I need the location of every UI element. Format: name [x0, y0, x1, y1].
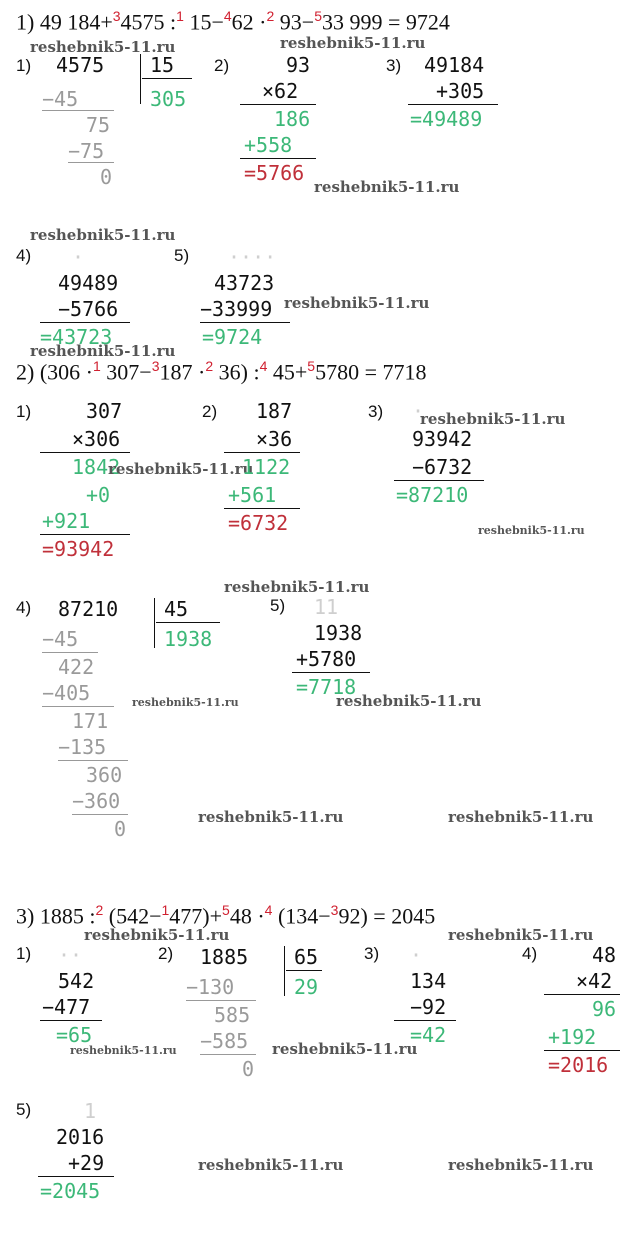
step-label: 2)	[214, 56, 230, 75]
division-row: 0	[100, 165, 113, 189]
borrow-mark: ····	[228, 245, 277, 269]
result-line	[394, 1020, 456, 1021]
division-line	[200, 1054, 256, 1055]
division-line	[186, 1000, 256, 1001]
result-line	[224, 452, 300, 453]
division-line	[42, 110, 114, 111]
operand-a: 542	[58, 969, 95, 993]
quotient: 29	[294, 975, 319, 999]
borrow-mark: ·	[72, 245, 85, 269]
operand-a: 93	[286, 53, 311, 77]
watermark: reshebnik5-11.ru	[224, 578, 370, 596]
partial-product: +561	[228, 483, 277, 507]
step-label: 4)	[16, 598, 32, 617]
watermark: reshebnik5-11.ru	[272, 1040, 418, 1058]
quotient: 305	[150, 87, 187, 111]
operand-b: +305	[436, 79, 485, 103]
carry-mark: 11	[314, 595, 339, 619]
result-line	[240, 158, 316, 159]
result-line	[544, 1050, 620, 1051]
division-row: −45	[42, 87, 79, 111]
exercise-2-expression: 2) (306 ·$^1$ 307−$^3$187 ·$^2$ 36) :$^4$ 45+$^5$5780 = 7718	[16, 358, 427, 385]
step-label: 3)	[364, 944, 380, 963]
division-row: −45	[42, 627, 79, 651]
operand-a: 187	[256, 399, 293, 423]
operand-a: 48	[592, 943, 617, 967]
step-label: 2)	[158, 944, 174, 963]
division-row: 585	[214, 1003, 251, 1027]
quotient: 1938	[164, 627, 213, 651]
operand-b: +5780	[296, 647, 357, 671]
step-label: 1)	[16, 944, 32, 963]
dividend: 1885	[200, 945, 249, 969]
operand-b: ×306	[72, 427, 121, 451]
result-line	[544, 994, 620, 995]
result: =2045	[40, 1179, 101, 1203]
step-label: 1)	[16, 402, 32, 421]
result: =5766	[244, 161, 305, 185]
borrow-mark: ··	[58, 943, 83, 967]
divisor: 45	[164, 597, 189, 621]
result-line	[292, 672, 370, 673]
operand-b: −6732	[412, 455, 473, 479]
result-line	[408, 104, 498, 105]
division-line	[72, 814, 128, 815]
carry-mark: 1	[84, 1099, 97, 1123]
result-line	[240, 104, 316, 105]
watermark: reshebnik5-11.ru	[84, 926, 230, 944]
operand-a: 93942	[412, 427, 473, 451]
dividend: 87210	[58, 597, 119, 621]
division-row: 360	[86, 763, 123, 787]
step-label: 4)	[16, 246, 32, 265]
borrow-mark: ·	[412, 399, 425, 423]
divisor: 65	[294, 945, 319, 969]
division-row: −75	[68, 139, 105, 163]
step-label: 5)	[16, 1100, 32, 1119]
result: =42	[410, 1023, 447, 1047]
watermark: reshebnik5-11.ru	[70, 1044, 177, 1057]
division-bar	[154, 598, 155, 648]
result: =93942	[42, 537, 115, 561]
result-line	[40, 322, 130, 323]
division-row: 0	[114, 817, 127, 841]
operand-b: −92	[410, 995, 447, 1019]
division-row: 75	[86, 113, 111, 137]
division-row: −585	[200, 1029, 249, 1053]
step-label: 5)	[270, 596, 286, 615]
result: =2016	[548, 1053, 609, 1077]
result-line	[40, 1020, 102, 1021]
result: =65	[56, 1023, 93, 1047]
partial-product: +0	[86, 483, 111, 507]
partial-product: 186	[274, 107, 311, 131]
watermark: reshebnik5-11.ru	[198, 1156, 344, 1174]
division-line	[68, 162, 114, 163]
result-line	[224, 508, 300, 509]
operand-a: 2016	[56, 1125, 105, 1149]
step-label: 3)	[386, 56, 402, 75]
operand-b: ×36	[256, 427, 293, 451]
division-row: −135	[58, 735, 107, 759]
watermark: reshebnik5-11.ru	[448, 1156, 594, 1174]
operand-b: −477	[42, 995, 91, 1019]
result: =6732	[228, 511, 289, 535]
result-line	[38, 1176, 114, 1177]
result: =9724	[202, 325, 263, 349]
division-row: 0	[242, 1057, 255, 1081]
division-row: −360	[72, 789, 121, 813]
operand-a: 43723	[214, 271, 275, 295]
exercise-1-expression: 1) 49 184+$^3$4575 :$^1$ 15−$^4$62 ·$^2$ 93−$^5$33 999 = 9724	[16, 8, 450, 35]
watermark: reshebnik5-11.ru	[448, 808, 594, 826]
watermark: reshebnik5-11.ru	[478, 524, 585, 537]
division-line	[42, 706, 114, 707]
borrow-mark: ·	[410, 943, 423, 967]
result-line	[394, 480, 484, 481]
partial-product: +921	[42, 509, 91, 533]
result-line	[40, 534, 130, 535]
watermark: reshebnik5-11.ru	[198, 808, 344, 826]
result: =43723	[40, 325, 113, 349]
exercise-3-expression: 3) 1885 :$^2$ (542−$^1$477)+$^5$48 ·$^4$ (134−$^3$92) = 2045	[16, 902, 436, 929]
watermark: reshebnik5-11.ru	[448, 926, 594, 944]
step-label: 3)	[368, 402, 384, 421]
operand-a: 307	[86, 399, 123, 423]
divisor-line	[156, 622, 220, 623]
division-line	[42, 652, 98, 653]
division-row: −130	[186, 975, 235, 999]
watermark: reshebnik5-11.ru	[30, 226, 176, 244]
division-row: 171	[72, 709, 109, 733]
operand-b: +29	[68, 1151, 105, 1175]
division-row: 422	[58, 655, 95, 679]
dividend: 4575	[56, 53, 105, 77]
operand-b: ×42	[576, 969, 613, 993]
watermark: reshebnik5-11.ru	[314, 178, 460, 196]
division-row: −405	[42, 681, 91, 705]
result-line	[40, 452, 130, 453]
watermark: reshebnik5-11.ru	[132, 696, 239, 709]
partial-product: +192	[548, 1025, 597, 1049]
divisor-line	[142, 78, 192, 79]
division-bar	[140, 54, 141, 104]
operand-a: 49489	[58, 271, 119, 295]
watermark: reshebnik5-11.ru	[30, 38, 176, 56]
watermark: reshebnik5-11.ru	[108, 460, 254, 478]
result-line	[200, 322, 290, 323]
watermark: reshebnik5-11.ru	[280, 34, 426, 52]
watermark: reshebnik5-11.ru	[30, 342, 176, 360]
division-line	[58, 760, 128, 761]
divisor: 15	[150, 53, 175, 77]
step-label: 1)	[16, 56, 32, 75]
operand-b: −5766	[58, 297, 119, 321]
result: =49489	[410, 107, 483, 131]
divisor-line	[286, 970, 322, 971]
partial-product: +558	[244, 133, 293, 157]
result: =87210	[396, 483, 469, 507]
partial-product: 1122	[242, 455, 291, 479]
operand-a: 49184	[424, 53, 485, 77]
watermark: reshebnik5-11.ru	[420, 410, 566, 428]
operand-b: ×62	[262, 79, 299, 103]
step-label: 5)	[174, 246, 190, 265]
partial-product: 96	[592, 997, 617, 1021]
watermark: reshebnik5-11.ru	[284, 294, 430, 312]
step-label: 2)	[202, 402, 218, 421]
partial-product: 1842	[72, 455, 121, 479]
step-label: 4)	[522, 944, 538, 963]
operand-a: 1938	[314, 621, 363, 645]
division-bar	[284, 946, 285, 996]
operand-b: −33999	[200, 297, 273, 321]
watermark: reshebnik5-11.ru	[336, 692, 482, 710]
operand-a: 134	[410, 969, 447, 993]
result: =7718	[296, 675, 357, 699]
